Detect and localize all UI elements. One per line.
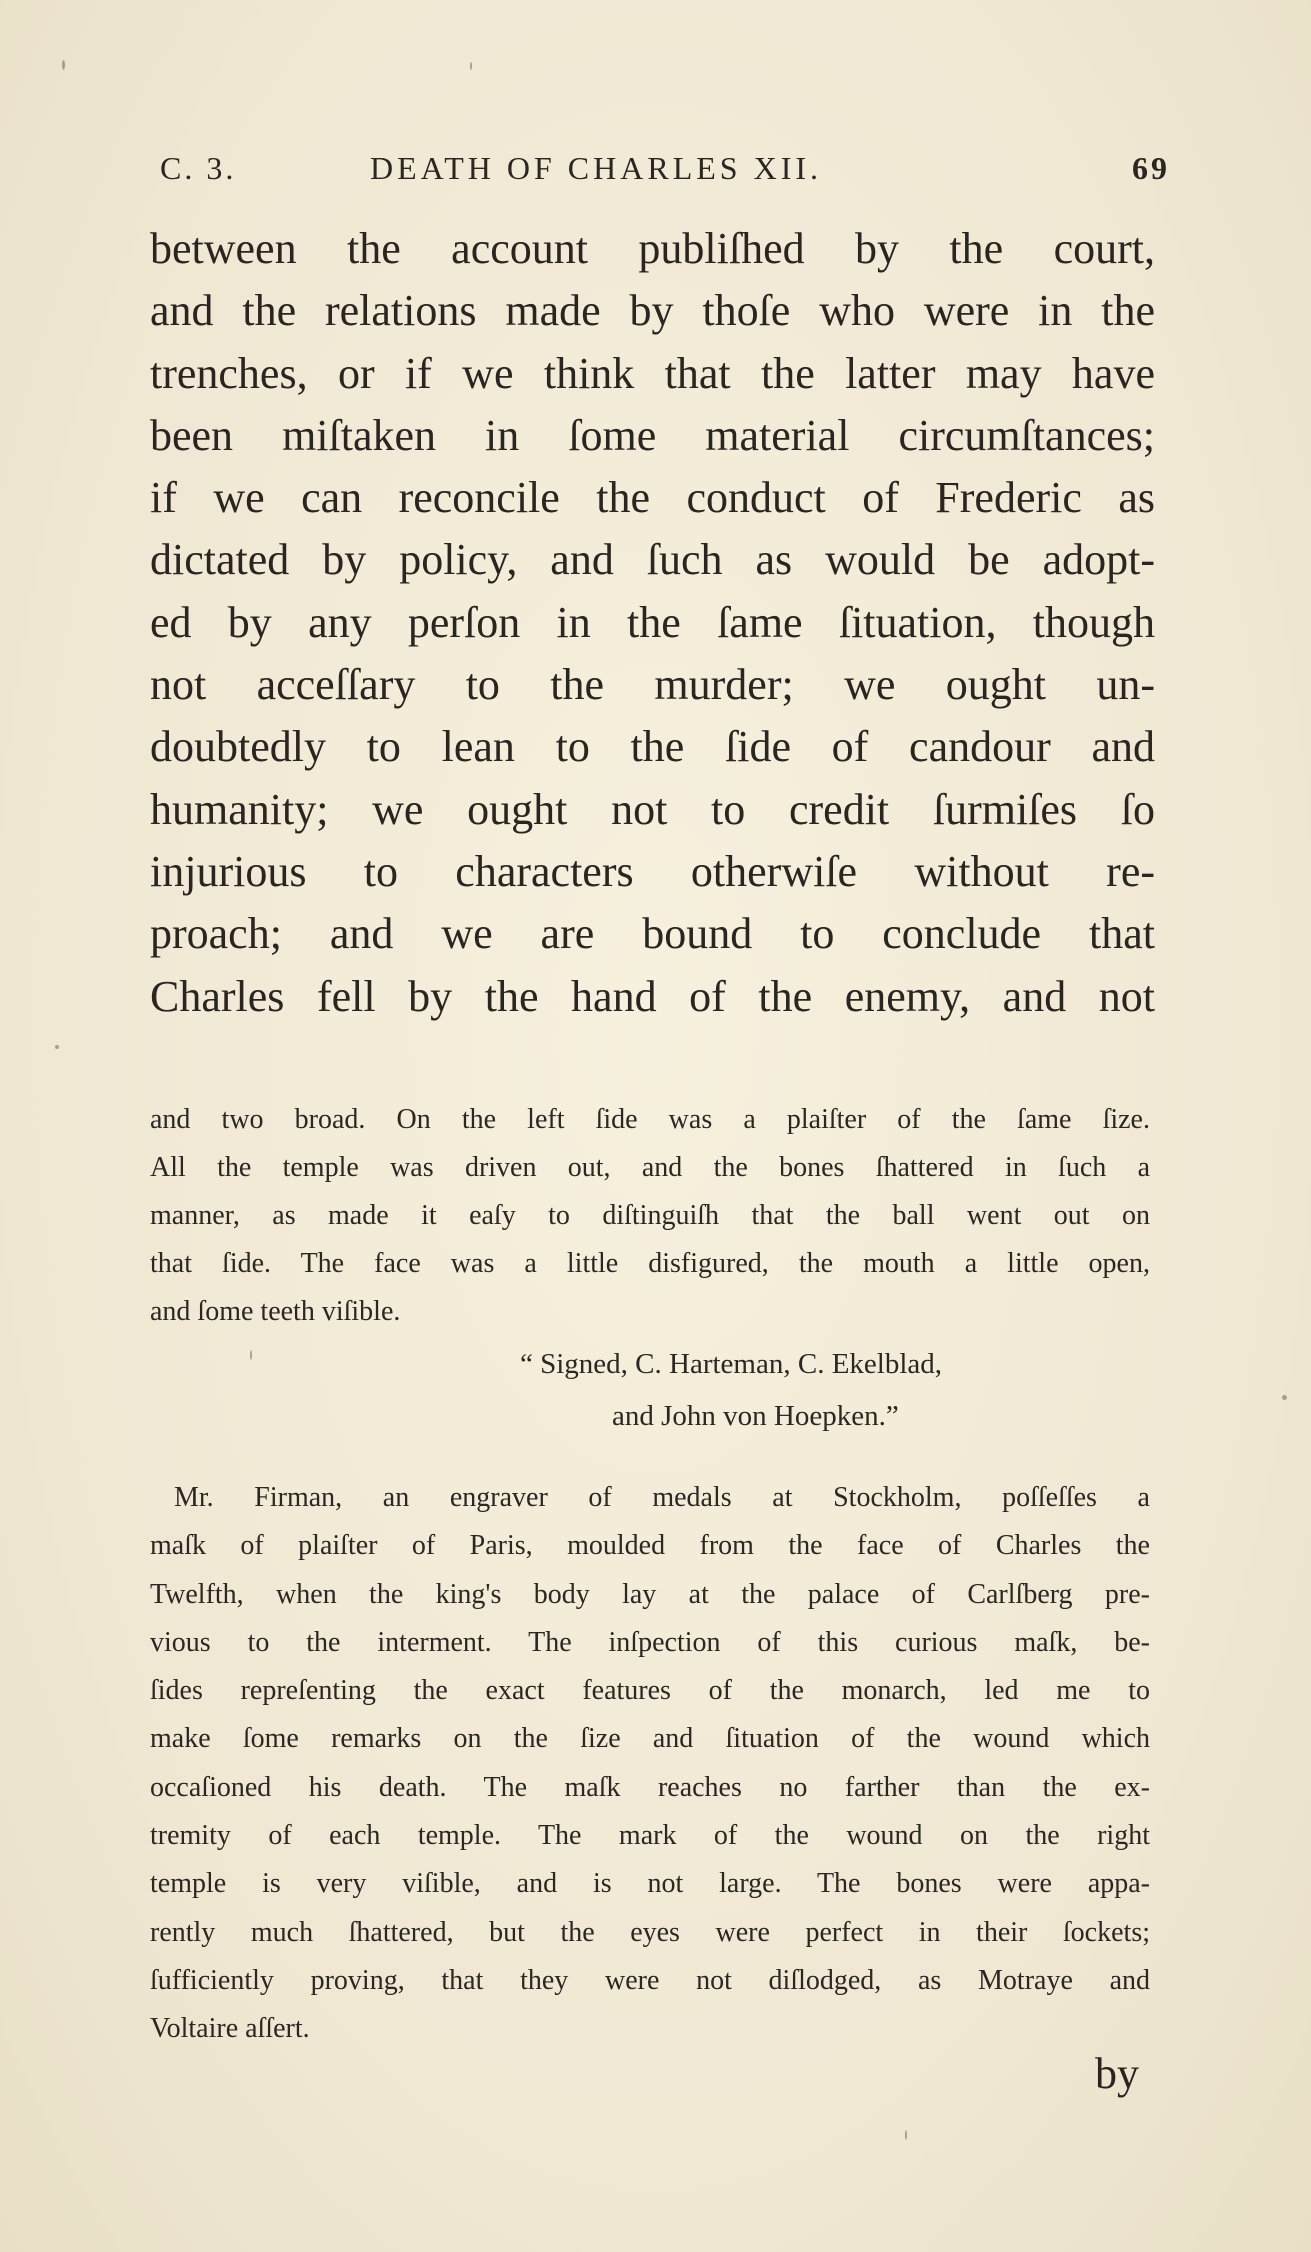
footnote-line: ſufficiently proving, that they were not diſlodged, as Motraye and	[150, 1964, 1150, 1996]
footnote-line: rently much ſhattered, but the eyes were perfect in their ſockets;	[150, 1916, 1150, 1948]
footnote-line: and two broad. On the left ſide was a plaiſter of the ſame ſize.	[150, 1104, 1150, 1135]
body-line: ed by any perſon in the ſame ſituation, though	[150, 597, 1155, 647]
main-body-text	[150, 218, 1155, 1028]
body-line: injurious to characters otherwiſe without re-	[150, 846, 1155, 896]
footnote-line: Twelfth, when the king's body lay at the palace of Carlſberg pre-	[150, 1578, 1150, 1610]
footnote-line: temple is very viſible, and is not large. The bones were appa-	[150, 1868, 1150, 1900]
body-line: trenches, or if we think that the latter may have	[150, 348, 1155, 398]
body-line: not acceſſary to the murder; we ought un-	[150, 660, 1155, 710]
footnote-mask-note	[150, 1474, 1150, 2054]
body-line: dictated by policy, and ſuch as would be adopt-	[150, 535, 1155, 585]
body-line: if we can reconcile the conduct of Frederic as	[150, 473, 1155, 523]
body-line: Charles fell by the hand of the enemy, and not	[150, 971, 1155, 1021]
running-title: DEATH OF CHARLES XII.	[370, 150, 822, 186]
body-line: between the account publiſhed by the court,	[150, 224, 1155, 273]
footnote-line: manner, as made it eaſy to diſtinguiſh that the ball went out on	[150, 1200, 1150, 1231]
chapter-reference: C. 3.	[160, 150, 237, 186]
signatories-line: “ Signed, C. Harteman, C. Ekelblad,	[520, 1348, 943, 1380]
footnote-line: Voltaire aſſert.	[150, 2013, 310, 2045]
footnote-continuation	[150, 1096, 1150, 1336]
catchword: by	[1095, 2049, 1139, 2098]
footnote-line: maſk of plaiſter of Paris, moulded from the face of Charles the	[150, 1530, 1150, 1562]
body-line: proach; and we are bound to conclude that	[150, 909, 1155, 959]
paper-speck	[470, 62, 472, 70]
body-line: doubtedly to lean to the ſide of candour and	[150, 722, 1155, 772]
footnote-line: occaſioned his death. The maſk reaches no farther than the ex-	[150, 1771, 1150, 1803]
footnote-line: make ſome remarks on the ſize and ſituation of the wound which	[150, 1723, 1150, 1755]
signatories-line: and John von Hoepken.”	[612, 1400, 899, 1432]
paper-speck	[55, 1045, 59, 1049]
body-line: humanity; we ought not to credit ſurmiſes ſo	[150, 784, 1155, 834]
footnote-line: All the temple was driven out, and the bones ſhattered in ſuch a	[150, 1152, 1150, 1183]
footnote-line: Mr. Firman, an engraver of medals at Stockholm, poſſeſſes a	[174, 1482, 1150, 1513]
paper-speck	[905, 2130, 907, 2140]
body-line: and the relations made by thoſe who were in the	[150, 286, 1155, 336]
body-line: been miſtaken in ſome material circumſtances;	[150, 410, 1155, 460]
signature-block	[520, 1338, 1160, 1442]
paper-speck	[1282, 1395, 1287, 1400]
footnote-line: tremity of each temple. The mark of the wound on the right	[150, 1820, 1150, 1852]
paper-speck	[250, 1350, 252, 1360]
footnote-line: that ſide. The face was a little disfigured, the mouth a little open,	[150, 1248, 1150, 1279]
page-number: 69	[1132, 150, 1170, 186]
paper-speck	[62, 60, 65, 70]
footnote-line: and ſome teeth viſible.	[150, 1296, 401, 1327]
footnote-line: ſides repreſenting the exact features of the monarch, led me to	[150, 1675, 1150, 1707]
running-head	[160, 150, 1170, 190]
footnote-line: vious to the interment. The inſpection of this curious maſk, be-	[150, 1626, 1150, 1658]
